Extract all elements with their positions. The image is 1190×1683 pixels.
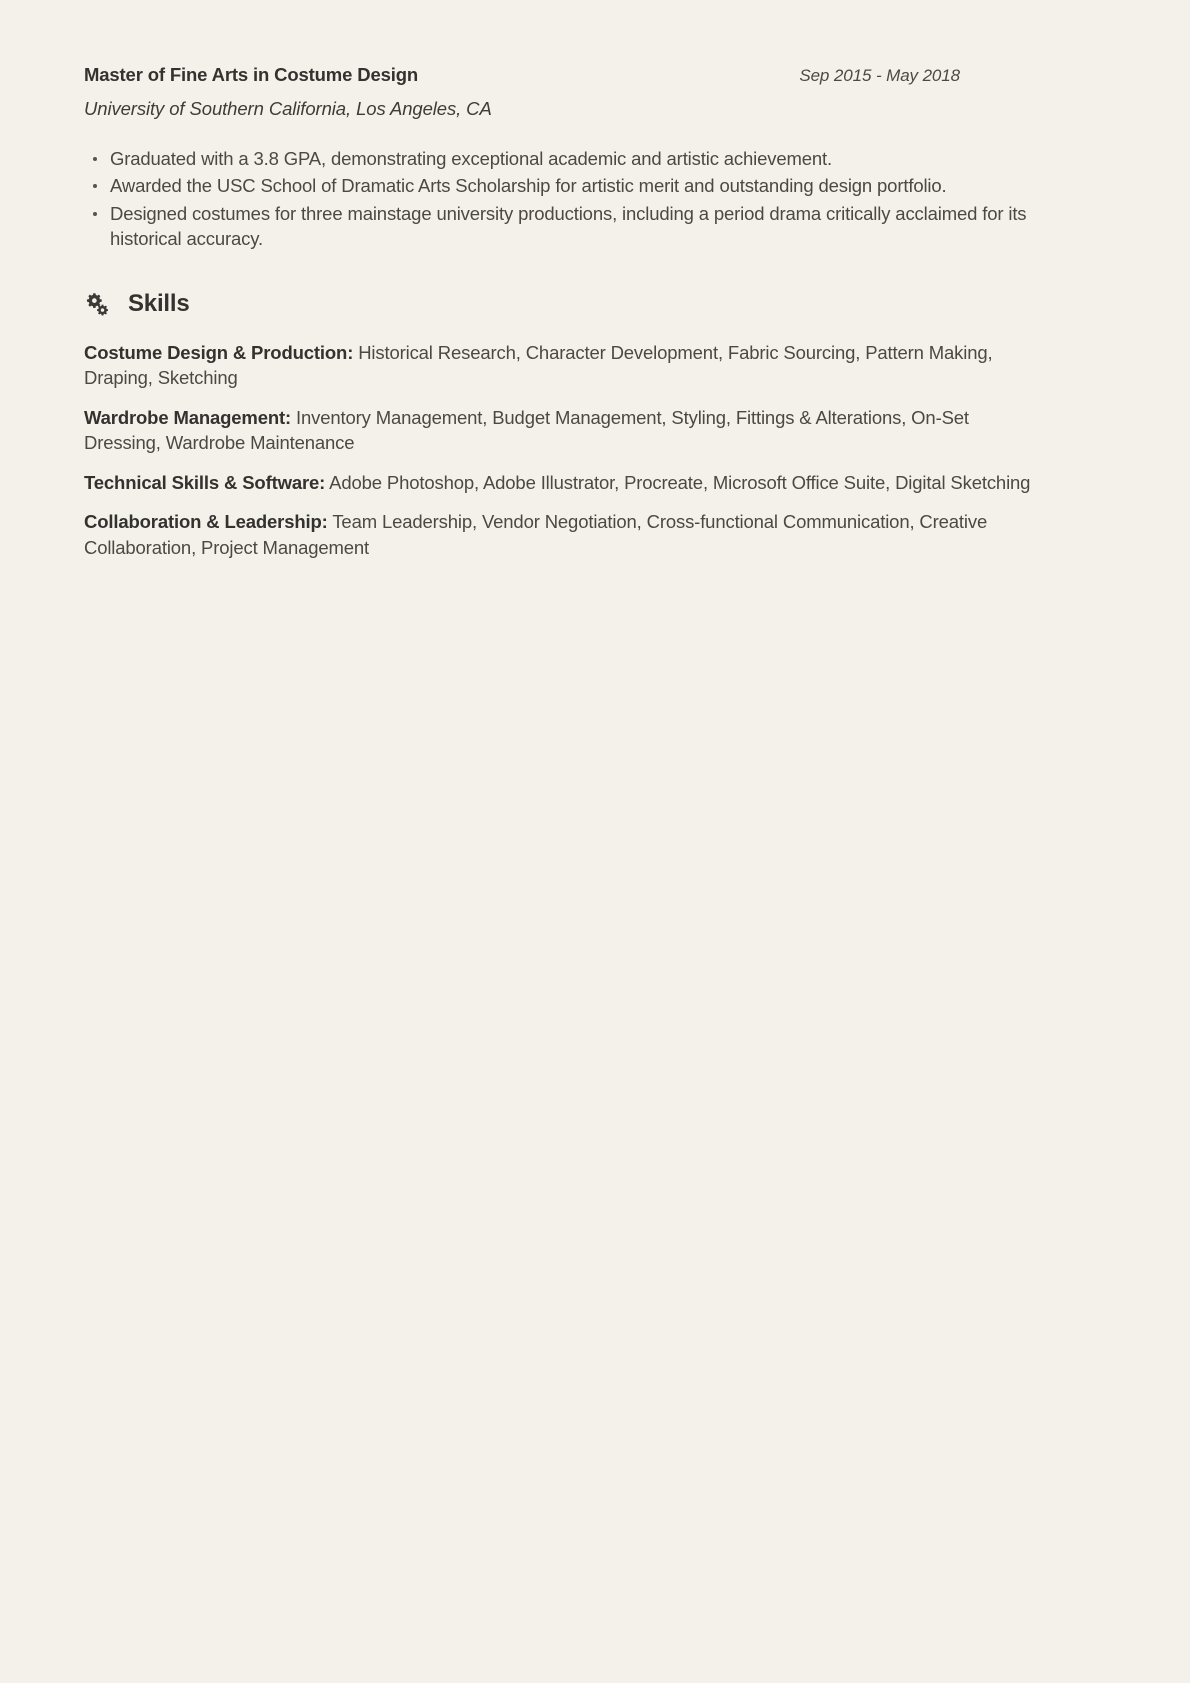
skills-section: [84, 290, 1050, 561]
section-title: Skills: [128, 289, 190, 317]
institution-name: University of Southern California, Los Angeles, CA: [84, 97, 492, 119]
degree-date-range: Sep 2015 - May 2018: [799, 66, 960, 85]
education-entry: [84, 62, 1050, 252]
degree-title: Master of Fine Arts in Costume Design: [84, 64, 419, 85]
skill-category-label: Collaboration & Leadership:: [84, 511, 328, 533]
skill-category-label: Technical Skills & Software:: [84, 471, 326, 493]
skill-category-label: Costume Design & Production:: [84, 341, 354, 363]
skill-group: [84, 470, 1040, 496]
list-item: Awarded the USC School of Dramatic Arts Scholarship for artistic merit and outstanding design portfolio.: [84, 173, 1034, 199]
skills-section-header: [84, 290, 1050, 318]
skill-items: Inventory Management, Budget Management, Styling, Fittings & Alterations, On-Set Dressing, Wardrobe Maintenance: [84, 406, 969, 454]
skill-group: [84, 340, 1040, 391]
gears-icon: [84, 292, 110, 318]
skill-items: Team Leadership, Vendor Negotiation, Cross-functional Communication, Creative Collaboration, Project Management: [84, 511, 988, 558]
skill-group: [84, 405, 1040, 456]
list-item: Designed costumes for three mainstage university productions, including a period drama critically acclaimed for its historical accuracy.: [84, 201, 1034, 252]
skill-group: [84, 509, 1040, 560]
list-item: Graduated with a 3.8 GPA, demonstrating exceptional academic and artistic achievement.: [84, 146, 1034, 172]
skill-items: Historical Research, Character Development, Fabric Sourcing, Pattern Making, Draping, Sketching: [84, 341, 993, 389]
skill-items: Adobe Photoshop, Adobe Illustrator, Procreate, Microsoft Office Suite, Digital Sketching: [329, 471, 1031, 493]
education-bullet-list: [84, 146, 1034, 252]
education-entry-header: [84, 62, 960, 88]
skill-category-label: Wardrobe Management:: [84, 406, 292, 428]
